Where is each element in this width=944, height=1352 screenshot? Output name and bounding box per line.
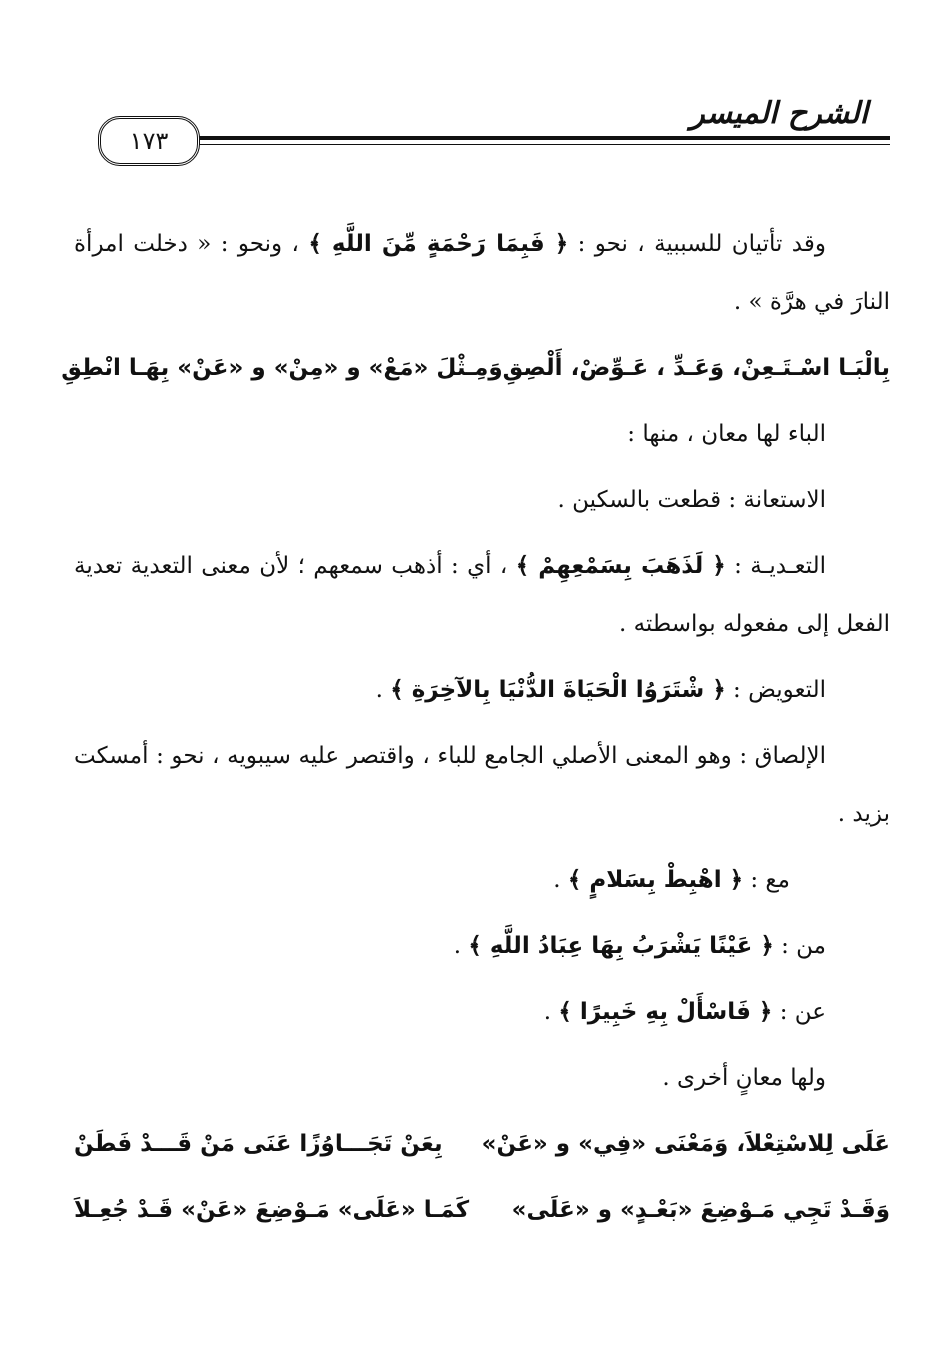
paragraph-istiana: الاستعانة : قطعت بالسكين . (557, 487, 826, 513)
paragraph-other-meanings: ولها معانٍ أخرى . (662, 1065, 826, 1091)
verse-hemistich-right: وَقَـدْ تَجِي مَـوْضِعَ «بَعْـدٍ» و «عَلَى» (511, 1197, 890, 1223)
verse-hemistich-left: وَمِـثْلَ «مَعْ» و «مِنْ» و «عَنْ» بِهَـا انْطِقِ (61, 355, 503, 381)
text: ، ونحو : « دخلت امرأة النارَ في هرَّة » . (74, 231, 890, 315)
verse-line (74, 1115, 890, 1173)
verse-hemistich-left: كَمَـا «عَلَى» مَـوْضِعَ «عَنْ» قَـدْ جُعِـلاَ (74, 1197, 470, 1223)
quran-quote: ﴿ لَذَهَبَ بِسَمْعِهِمْ ﴾ (515, 553, 726, 579)
paragraph-meanings-intro: الباء لها معان ، منها : (627, 421, 826, 447)
page-header (70, 92, 890, 162)
paragraph-tadiya (74, 537, 890, 653)
verse-hemistich-left: بِعَنْ تَجَـــاوُزًا عَنَى مَنْ قَـــدْ فَطَنْ (74, 1131, 443, 1157)
text: . (553, 867, 568, 893)
page-number-badge (98, 116, 200, 166)
verse-hemistich-right: بِالْبَـا اسْـتَـعِنْ، وَعَـدِّ ، عَـوِّضْ، أَلْصِقِ (502, 355, 890, 381)
quran-quote: ﴿ شْتَرَوُا الْحَيَاةَ الدُّنْيَا بِالآخِرَةِ ﴾ (390, 677, 726, 703)
paragraph-ilsaq: الإلصاق : وهو المعنى الأصلي الجامع للباء ، واقتصر عليه سيبويه ، نحو : أمسكت بزيد . (74, 743, 890, 827)
text: . (375, 677, 391, 703)
header-rule-thin (190, 144, 890, 145)
text: التعـديـة : (725, 553, 827, 579)
header-rule-thick (190, 136, 890, 140)
quran-quote: ﴿ فَبِمَا رَحْمَةٍ مِّنَ اللَّهِ ﴾ (308, 231, 569, 257)
verse-line (74, 1181, 890, 1239)
example-min (74, 917, 890, 975)
header-rule-thick-left (862, 136, 890, 140)
header-rule-thin-left (862, 144, 890, 145)
verse-hemistich-right: عَلَى لِلاسْتِعْلاَ، وَمَعْنَى «فِي» و «عَنْ» (481, 1131, 890, 1157)
quran-quote: ﴿ فَاسْأَلْ بِهِ خَبِيرًا ﴾ (558, 999, 773, 1025)
text: عن : (772, 999, 826, 1025)
example-maa (74, 851, 890, 909)
paragraph-tawid (74, 661, 890, 719)
text: من : (773, 933, 826, 959)
quran-quote: ﴿ اهْبِطْ بِسَلامٍ ﴾ (567, 867, 744, 893)
verse-line (61, 339, 890, 397)
paragraph-causality (74, 215, 890, 331)
book-title: الشرح الميسر (690, 96, 868, 131)
page-body (61, 215, 890, 1247)
text: التعويض : (725, 677, 826, 703)
text: وقد تأتيان للسببية ، نحو : (568, 231, 826, 257)
quran-quote: ﴿ عَيْنًا يَشْرَبُ بِهَا عِبَادُ اللَّهِ ﴾ (468, 933, 774, 959)
example-an (74, 983, 890, 1041)
page-number: ١٧٣ (129, 127, 169, 155)
text: ، أي : أذهب سمعهم ؛ لأن معنى التعدية تعدية الفعل إلى مفعوله بواسطته . (74, 553, 890, 637)
text: مع : (743, 867, 790, 893)
text: . (453, 933, 469, 959)
text: . (543, 999, 559, 1025)
